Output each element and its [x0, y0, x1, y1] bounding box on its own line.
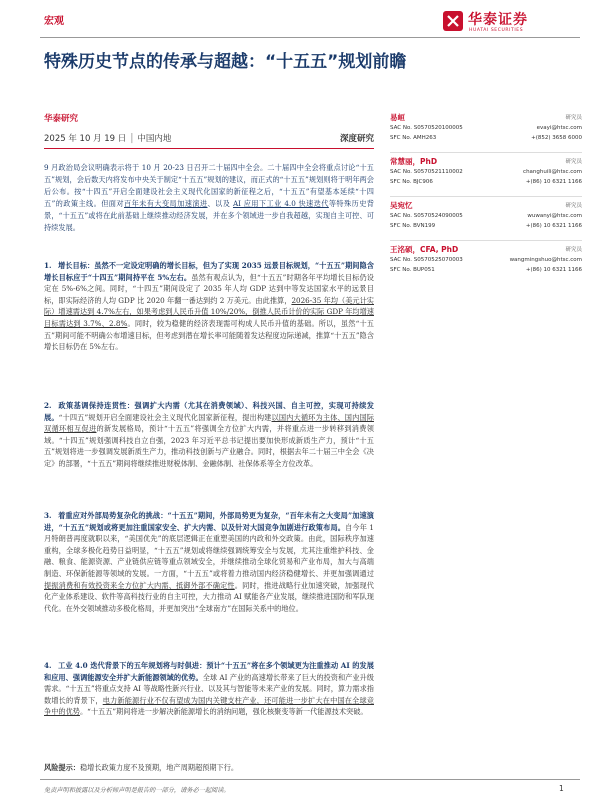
analyst-phone: +(86) 10 6321 1166 [525, 223, 582, 229]
section-highlight: 2026-35 年均（美元计实际）增速需达到 4.7%左右，如果考虑到人民币升值 10%/20%，倒推人民币计价的实际 GDP 年均增速目标需达到 3.7%、2.8% [44, 295, 374, 328]
analyst-phone: +(852) 3658 6000 [531, 135, 582, 141]
analyst-card [390, 244, 582, 285]
analyst-role: 研究员 [565, 247, 582, 253]
report-type: 深度研究 [339, 134, 374, 144]
summary-paragraph [44, 162, 374, 234]
section-heading: 工业 4.0 迭代背景下的五年规划将与时俱进：预计“十五五”将在多个领域更为注重推动 AI 的发展和应用、强调能源安全并扩大新能源领域的优势。 [44, 661, 374, 682]
analyst-card [390, 112, 582, 153]
section-industry-40 [44, 660, 374, 718]
analyst-role: 研究员 [565, 159, 582, 165]
section-body: 的新发展格局，预计“十五五”将强调全方位扩大内需，并将重点进一步转移到消费领域。“十四五”规划强调科技自立自强，2023 年习近平总书记提出要加快形成新质生产力，预计“十五五”规划将进一步强调发展新质生产力，推动科技创新与产业融合。同时，根据去年二十届三中全会《决定》的部署，“十五五”期间将继续推进财税体制、金融体制、社保体系等全方位改革。 [44, 424, 374, 468]
section-external-challenges [44, 510, 374, 614]
analyst-role: 研究员 [565, 115, 582, 121]
report-title: 特殊历史节点的传承与超越：“十五五”规划前瞻 [44, 52, 407, 72]
analyst-name: 吴宛忆 [390, 201, 413, 210]
analyst-sfc: SFC No. BJC906 [390, 179, 433, 185]
section-label: 宏观 [44, 16, 64, 27]
page-number: 1 [559, 784, 564, 793]
analyst-role: 研究员 [565, 203, 582, 209]
section-body: 。同时，推进战略行业加速突破，加强现代化产业体系建设、软件等高科技行业的自主可控，大力推动 AI 赋能各产业发展，继续推进国防和军队现代化。在外交领域推动多极化格局，并更加突出“全球南方”在国际关系中的地位。 [44, 580, 374, 613]
research-org: 华泰研究 [44, 114, 79, 124]
section-heading: 增长目标：虽然不一定设定明确的增长目标，但为了实现 2035 远景目标规划，“十五五”期间隐含增长目标应于“十四五”期间持平在 5%左右。 [44, 261, 374, 282]
analyst-sac: SAC No. S0570525070003 [390, 257, 463, 263]
summary-text: 9 月政治局会议明确表示将于 10 月 20-23 日召开二十届四中全会。二十届四中全会将重点讨论“十五五”规划，会后数天内将发布中央关于制定“十五五”规划的建议，而正式的“十五五”规划则将于明年两会后公布。按“十四五”开启全面建设社会主义现代化国家的新征程之后，“十五五”有望基本延续“十四五”的政策主线。但面对 [44, 163, 374, 208]
meta-divider [44, 148, 374, 149]
section-body: “十四五”规划开启全面建设社会主义现代化国家新征程，提出构建 [58, 412, 272, 422]
logo-text-cn: 华泰证券 [468, 12, 528, 28]
section-heading: 政策基调保持连贯性：强调扩大内需（尤其在消费领域）、科技兴国、自主可控，实现可持续发展。 [44, 401, 374, 422]
report-date: 2025 年 10 月 19 日 [44, 134, 127, 144]
section-body: 。同时，较为稳健的经济表现需可构成人民币升值的基础。所以，虽然“十五五”期间可能不明确公布增速目标，但考虑到潜在增长率可能随着发达程度边际递减，推算“十五五”隐含增长目标仍在 5%左右。 [44, 318, 374, 352]
section-body: 虽然有观点认为，但“十五五”时期各年平均增长目标仍设定在 5%-6%之间。同时，“十四五”期间设定了 2035 年人均 GDP 达到中等发达国家水平的远景目标，即实际经济的人均 GDP 比 2020 年翻一番达到约 2 万美元。由此推算， [44, 272, 374, 305]
risk-label: 风险提示： [44, 763, 80, 772]
analyst-sfc: SFC No. BUP051 [390, 267, 435, 273]
analyst-email-link[interactable]: evayi@htsc.com [536, 125, 582, 131]
footer-divider [40, 779, 580, 780]
analyst-name: 易峘 [390, 113, 405, 122]
section-highlight: 电力新能源行业不仅有望成为国内关键支柱产业，还可能进一步扩大在中国在全球竞争中的优势 [44, 695, 374, 717]
section-body: 自今年 1 月特朗普再度就职以来，“美国优先”的底层逻辑正在重塑美国的内政和外交政策。由此，国际秩序加速重构，全球多极化趋势日益明显，“十五五”规划或将继续强调统筹安全与发展，尤其注重维护科技、金融、粮食、能源资源、产业链供应链等重点领域安全，并继续推动全球化贸易和产业布局，加大与高端制造、环保新能源等领域的发展。一方面，“十五五”或将着力推动国内经济稳健增长、并更加强调通过 [44, 522, 375, 578]
section-body: 。“十五五”期间将进一步解决新能源增长的消纳问题，强化核聚变等新一代能源技术突破。 [79, 707, 368, 717]
section-number: 2. [44, 401, 52, 410]
section-body: 全球 AI 产业的高速增长带来了巨大的投资和产业升级需求。“十五五”将重点支持 AI 等战略性新兴行业、以及其与智能等未来产业的发展。同时，算力需求指数增长的背景下， [44, 672, 374, 705]
analyst-phone: +(86) 10 6321 1166 [525, 267, 582, 273]
analyst-card [390, 156, 582, 197]
analyst-sac: SAC No. S0570524090005 [390, 213, 463, 219]
analyst-sac: SAC No. S0570520100005 [390, 125, 463, 131]
section-policy-continuity [44, 400, 374, 470]
summary-text: 、以及 [207, 199, 233, 208]
section-number: 4. [44, 661, 52, 670]
section-highlight: 以国内大循环为主体、国内国际双循环相互促进 [44, 412, 374, 434]
analyst-email-link[interactable]: wangmingshuo@htsc.com [509, 257, 582, 263]
section-number: 3. [44, 511, 52, 520]
analyst-card [390, 200, 582, 241]
analyst-name: 王洺硕，CFA, PhD [390, 245, 459, 254]
analyst-name: 常慧丽，PhD [390, 157, 438, 166]
logo-mark-icon [442, 10, 464, 32]
section-number: 1. [44, 261, 52, 270]
analyst-sfc: SFC No. AMH263 [390, 135, 437, 141]
meta-separator: │ [129, 134, 135, 144]
summary-text: 等特殊历史背景，“十五五”或将在此前基础上继续推动经济发展，并在多个领域进一步自我超越，实现自主可控、可持续发展。 [44, 199, 374, 232]
footer-disclaimer: 免责声明和披露以及分析师声明是报告的一部分，请务必一起阅读。 [44, 787, 230, 794]
analyst-phone: +(86) 10 6321 1166 [525, 179, 582, 185]
logo-text-en: HUATAI SECURITIES [469, 28, 524, 33]
summary-highlight: AI 应用下工业 4.0 快速迭代 [232, 199, 329, 208]
page-header [0, 0, 600, 46]
summary-highlight: 百年未有大变局加速演进 [124, 199, 208, 208]
analyst-panel [390, 112, 582, 288]
meta-row [44, 132, 374, 144]
company-logo [442, 8, 562, 38]
report-region: 中国内地 [137, 134, 172, 144]
section-growth-target [44, 260, 374, 353]
analyst-sac: SAC No. S0570521110002 [390, 169, 463, 175]
analyst-email-link[interactable]: changhuili@htsc.com [523, 169, 582, 175]
risk-warning [44, 763, 374, 773]
section-heading: 着重应对外部局势复杂化的挑战：“十五五”期间，外部局势更为复杂，“百年未有之大变局”加速演进，“十五五”规划或将更加注重国家安全、扩大内需、以及针对大国竞争加剧进行政策布局。 [44, 511, 374, 532]
header-divider [40, 37, 580, 38]
risk-text: 稳增长政策力度不及预期，地产周期超预期下行。 [79, 763, 239, 772]
section-highlight: 提振消费和有效投资来全方位扩大内需、抵御外部不确定性 [44, 580, 235, 590]
analyst-sfc: SFC No. BVN199 [390, 223, 436, 229]
analyst-email-link[interactable]: wuwanyi@htsc.com [527, 213, 582, 219]
